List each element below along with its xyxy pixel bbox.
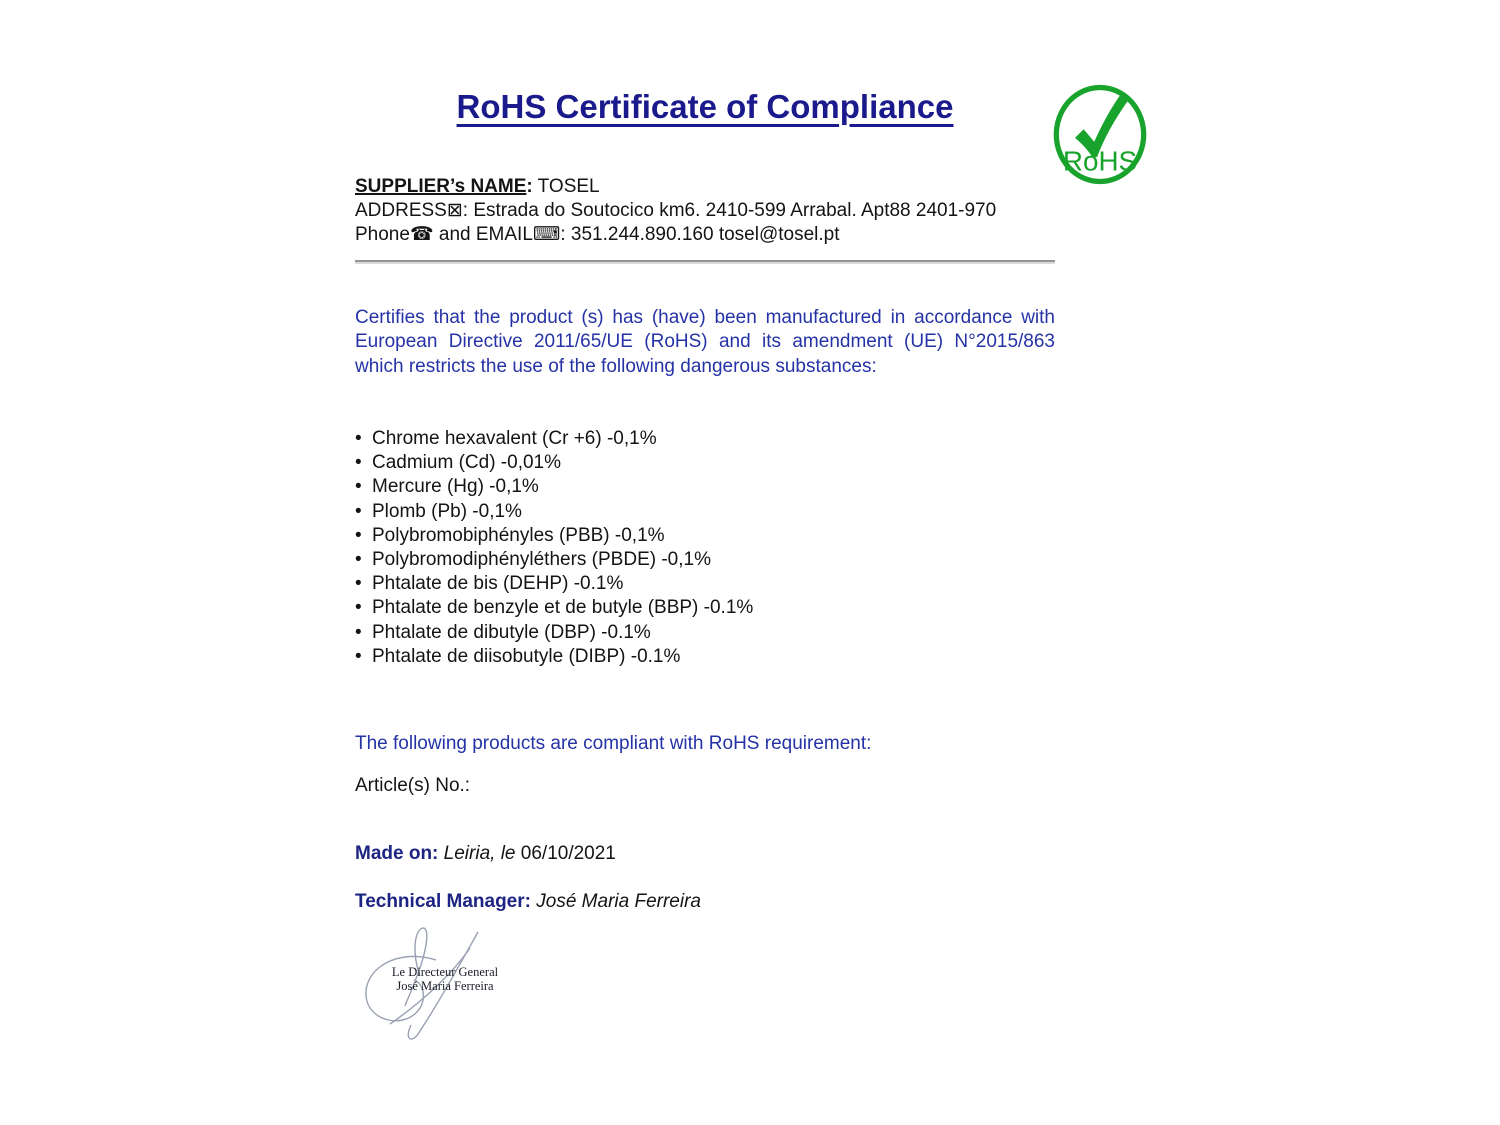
made-on-place: Leiria, le bbox=[443, 843, 516, 864]
substance-item: • Polybromobiphényles (PBB) -0,1% bbox=[355, 524, 1055, 548]
envelope-icon: ⊠ bbox=[446, 200, 463, 221]
made-on-date: 06/10/2021 bbox=[520, 843, 616, 864]
keyboard-icon: ⌨ bbox=[532, 224, 561, 245]
phone-label: Phone bbox=[355, 224, 410, 245]
certification-paragraph: Certifies that the product (s) has (have) been manufactured in accordance with European Directive 2011/65/UE (RoHS) and its amendment (UE) N°2015/863 which restricts the use of the following dangerous substances: bbox=[355, 307, 1055, 377]
signature-title: Le Directeur General bbox=[391, 965, 499, 979]
contact-value: : 351.244.890.160 tosel@tosel.pt bbox=[560, 224, 840, 245]
made-on-label: Made on: bbox=[355, 843, 439, 864]
supplier-name-line bbox=[355, 175, 1055, 199]
signature-text bbox=[390, 966, 500, 993]
email-label: and EMAIL bbox=[433, 224, 533, 245]
signature-block bbox=[356, 922, 506, 1057]
compliance-statement: The following products are compliant with RoHS requirement: bbox=[355, 733, 872, 754]
supplier-name-colon: : bbox=[526, 176, 533, 197]
signature-name: José Maria Ferreira bbox=[396, 978, 494, 993]
phone-icon: ☎ bbox=[409, 224, 434, 245]
technical-manager-line bbox=[355, 891, 1055, 913]
page-title: RoHS Certificate of Compliance bbox=[456, 88, 954, 125]
substance-item: • Chrome hexavalent (Cr +6) -0,1% bbox=[355, 427, 1055, 451]
contact-line bbox=[355, 223, 1055, 247]
rohs-logo-label: RoHS bbox=[1062, 145, 1138, 177]
address-label: ADDRESS bbox=[355, 200, 447, 221]
substance-item: • Polybromodiphényléthers (PBDE) -0,1% bbox=[355, 548, 1055, 572]
rohs-logo bbox=[1052, 83, 1148, 186]
supplier-info-block bbox=[355, 175, 1055, 247]
substance-item: • Cadmium (Cd) -0,01% bbox=[355, 451, 1055, 475]
articles-label: Article(s) No.: bbox=[355, 775, 471, 796]
substance-item: • Phtalate de diisobutyle (DIBP) -0.1% bbox=[355, 645, 1055, 669]
address-line bbox=[355, 199, 1055, 223]
substance-item: • Plomb (Pb) -0,1% bbox=[355, 500, 1055, 524]
made-on-line bbox=[355, 843, 1055, 865]
supplier-name-label: SUPPLIER’s NAME bbox=[355, 176, 527, 197]
technical-manager-name: José Maria Ferreira bbox=[536, 891, 701, 912]
divider-rule bbox=[355, 260, 1055, 262]
address-value: : Estrada do Soutocico km6. 2410-599 Arrabal. Apt88 2401-970 bbox=[462, 200, 997, 221]
technical-manager-label: Technical Manager: bbox=[355, 891, 531, 912]
substance-item: • Mercure (Hg) -0,1% bbox=[355, 475, 1055, 499]
substances-list bbox=[355, 427, 1055, 669]
substance-item: • Phtalate de benzyle et de butyle (BBP) -0.1% bbox=[355, 596, 1055, 620]
supplier-name-value: TOSEL bbox=[537, 176, 600, 197]
substance-item: • Phtalate de dibutyle (DBP) -0.1% bbox=[355, 621, 1055, 645]
substance-item: • Phtalate de bis (DEHP) -0.1% bbox=[355, 572, 1055, 596]
